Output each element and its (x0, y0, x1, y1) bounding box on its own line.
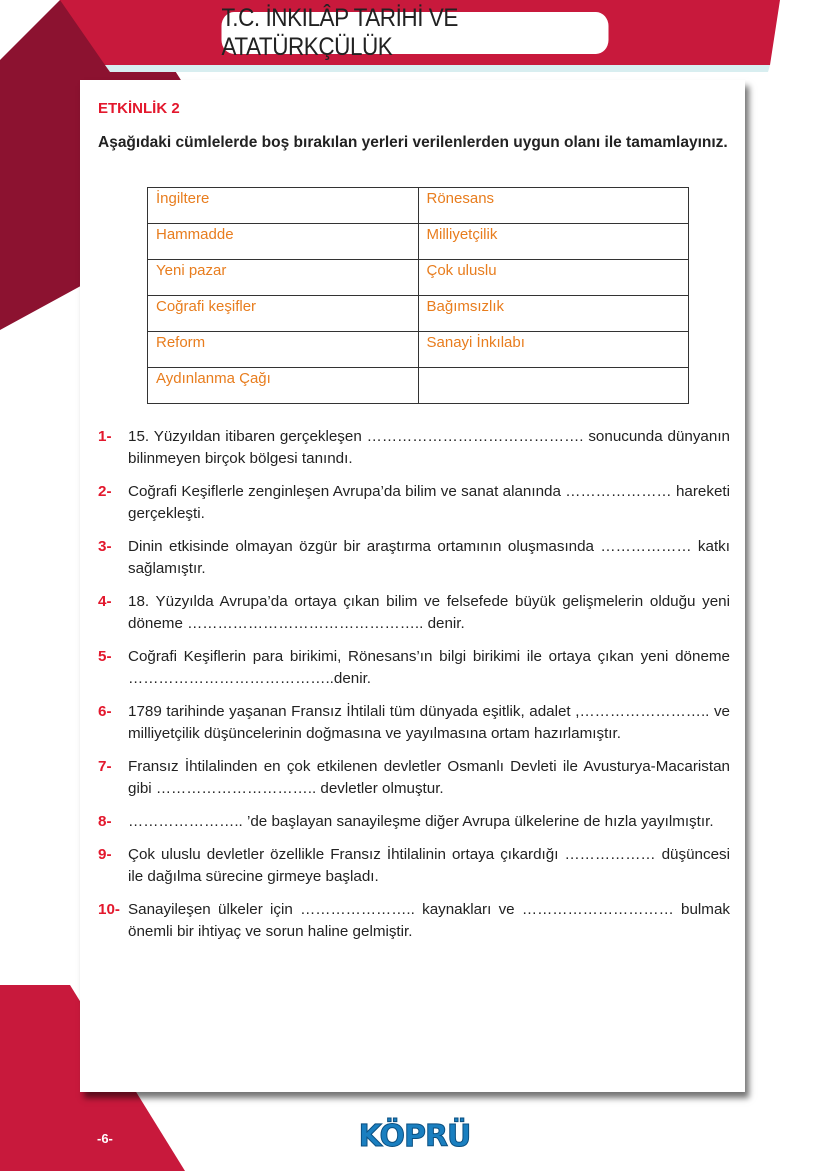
table-row (148, 224, 689, 260)
question-number: 1- (98, 428, 112, 445)
word-cell: Çok uluslu (418, 260, 689, 296)
activity-instruction: Aşağıdaki cümlelerde boş bırakılan yerleri verilenlerden uygun olanı ile tamamlayınız. (98, 134, 728, 151)
question-number: 9- (98, 846, 112, 863)
word-cell: Coğrafi keşifler (148, 296, 419, 332)
question-text: Fransız İhtilalinden en çok etkilenen devletler Osmanlı Devleti ile Avusturya-Macaristan gibi ………………………….. devletler olmuştur. (128, 758, 730, 797)
word-cell: Reform (148, 332, 419, 368)
word-bank-table (147, 187, 689, 404)
word-cell: Hammadde (148, 224, 419, 260)
question-item (98, 536, 730, 580)
word-cell: Sanayi İnkılabı (418, 332, 689, 368)
word-cell: Milliyetçilik (418, 224, 689, 260)
table-row (148, 188, 689, 224)
question-item (98, 481, 730, 525)
question-item (98, 591, 730, 635)
question-number: 5- (98, 648, 112, 665)
question-text: Çok uluslu devletler özellikle Fransız İhtilalinin ortaya çıkardığı ……………… düşüncesi ile dağılma sürecine girmeye başladı. (128, 846, 730, 885)
question-text: Coğrafi Keşiflerin para birikimi, Rönesans’ın bilgi birikimi ile ortaya çıkan yeni döneme …………………………………..denir. (128, 648, 730, 687)
question-number: 4- (98, 593, 112, 610)
worksheet-page (80, 80, 745, 1092)
question-number: 7- (98, 758, 112, 775)
question-number: 6- (98, 703, 112, 720)
word-cell: İngiltere (148, 188, 419, 224)
question-list (98, 426, 730, 954)
table-row (148, 260, 689, 296)
question-number: 8- (98, 813, 112, 830)
question-item (98, 701, 730, 745)
word-cell: Aydınlanma Çağı (148, 368, 419, 404)
question-item (98, 811, 730, 833)
table-row (148, 296, 689, 332)
question-number: 3- (98, 538, 112, 555)
question-text: 15. Yüzyıldan itibaren gerçekleşen ……………………………………. sonucunda dünyanın bilinmeyen birçok bölgesi tanındı. (128, 428, 730, 467)
question-item (98, 426, 730, 470)
question-number: 10- (98, 901, 120, 918)
table-row (148, 332, 689, 368)
page-number: -6- (97, 1131, 113, 1146)
word-cell: Yeni pazar (148, 260, 419, 296)
question-number: 2- (98, 483, 112, 500)
kopru-logo: KÖPRÜ (358, 1119, 471, 1154)
question-item (98, 899, 730, 943)
question-item (98, 844, 730, 888)
question-text: Sanayileşen ülkeler için ………………….. kaynakları ve ………………………… bulmak önemli bir ihtiyaç ve sorun haline gelmiştir. (128, 901, 730, 940)
question-item (98, 646, 730, 690)
word-cell: Rönesans (418, 188, 689, 224)
question-text: 1789 tarihinde yaşanan Fransız İhtilali tüm dünyada eşitlik, adalet ,…………………….. ve milliyetçilik düşüncelerinin doğmasına ve yayılmasına ortam hazırlamıştır. (128, 703, 730, 742)
question-text: 18. Yüzyılda Avrupa’da ortaya çıkan bilim ve felsefede büyük gelişmelerin olduğu yeni döneme ……………………………………….. denir. (128, 593, 730, 632)
word-cell: Bağımsızlık (418, 296, 689, 332)
question-item (98, 756, 730, 800)
table-row (148, 368, 689, 404)
activity-title: ETKİNLİK 2 (98, 100, 180, 117)
word-cell (418, 368, 689, 404)
question-text: Coğrafi Keşiflerle zenginleşen Avrupa’da bilim ve sanat alanında ………………… hareketi gerçekleşti. (128, 483, 730, 522)
header-title: T.C. İNKILÂP TARİHİ VE ATATÜRKÇÜLÜK (222, 12, 609, 54)
question-text: ………………….. ’de başlayan sanayileşme diğer Avrupa ülkelerine de hızla yayılmıştır. (128, 813, 714, 830)
question-text: Dinin etkisinde olmayan özgür bir araştırma ortamının oluşmasında ……………… katkı sağlamıştır. (128, 538, 730, 577)
